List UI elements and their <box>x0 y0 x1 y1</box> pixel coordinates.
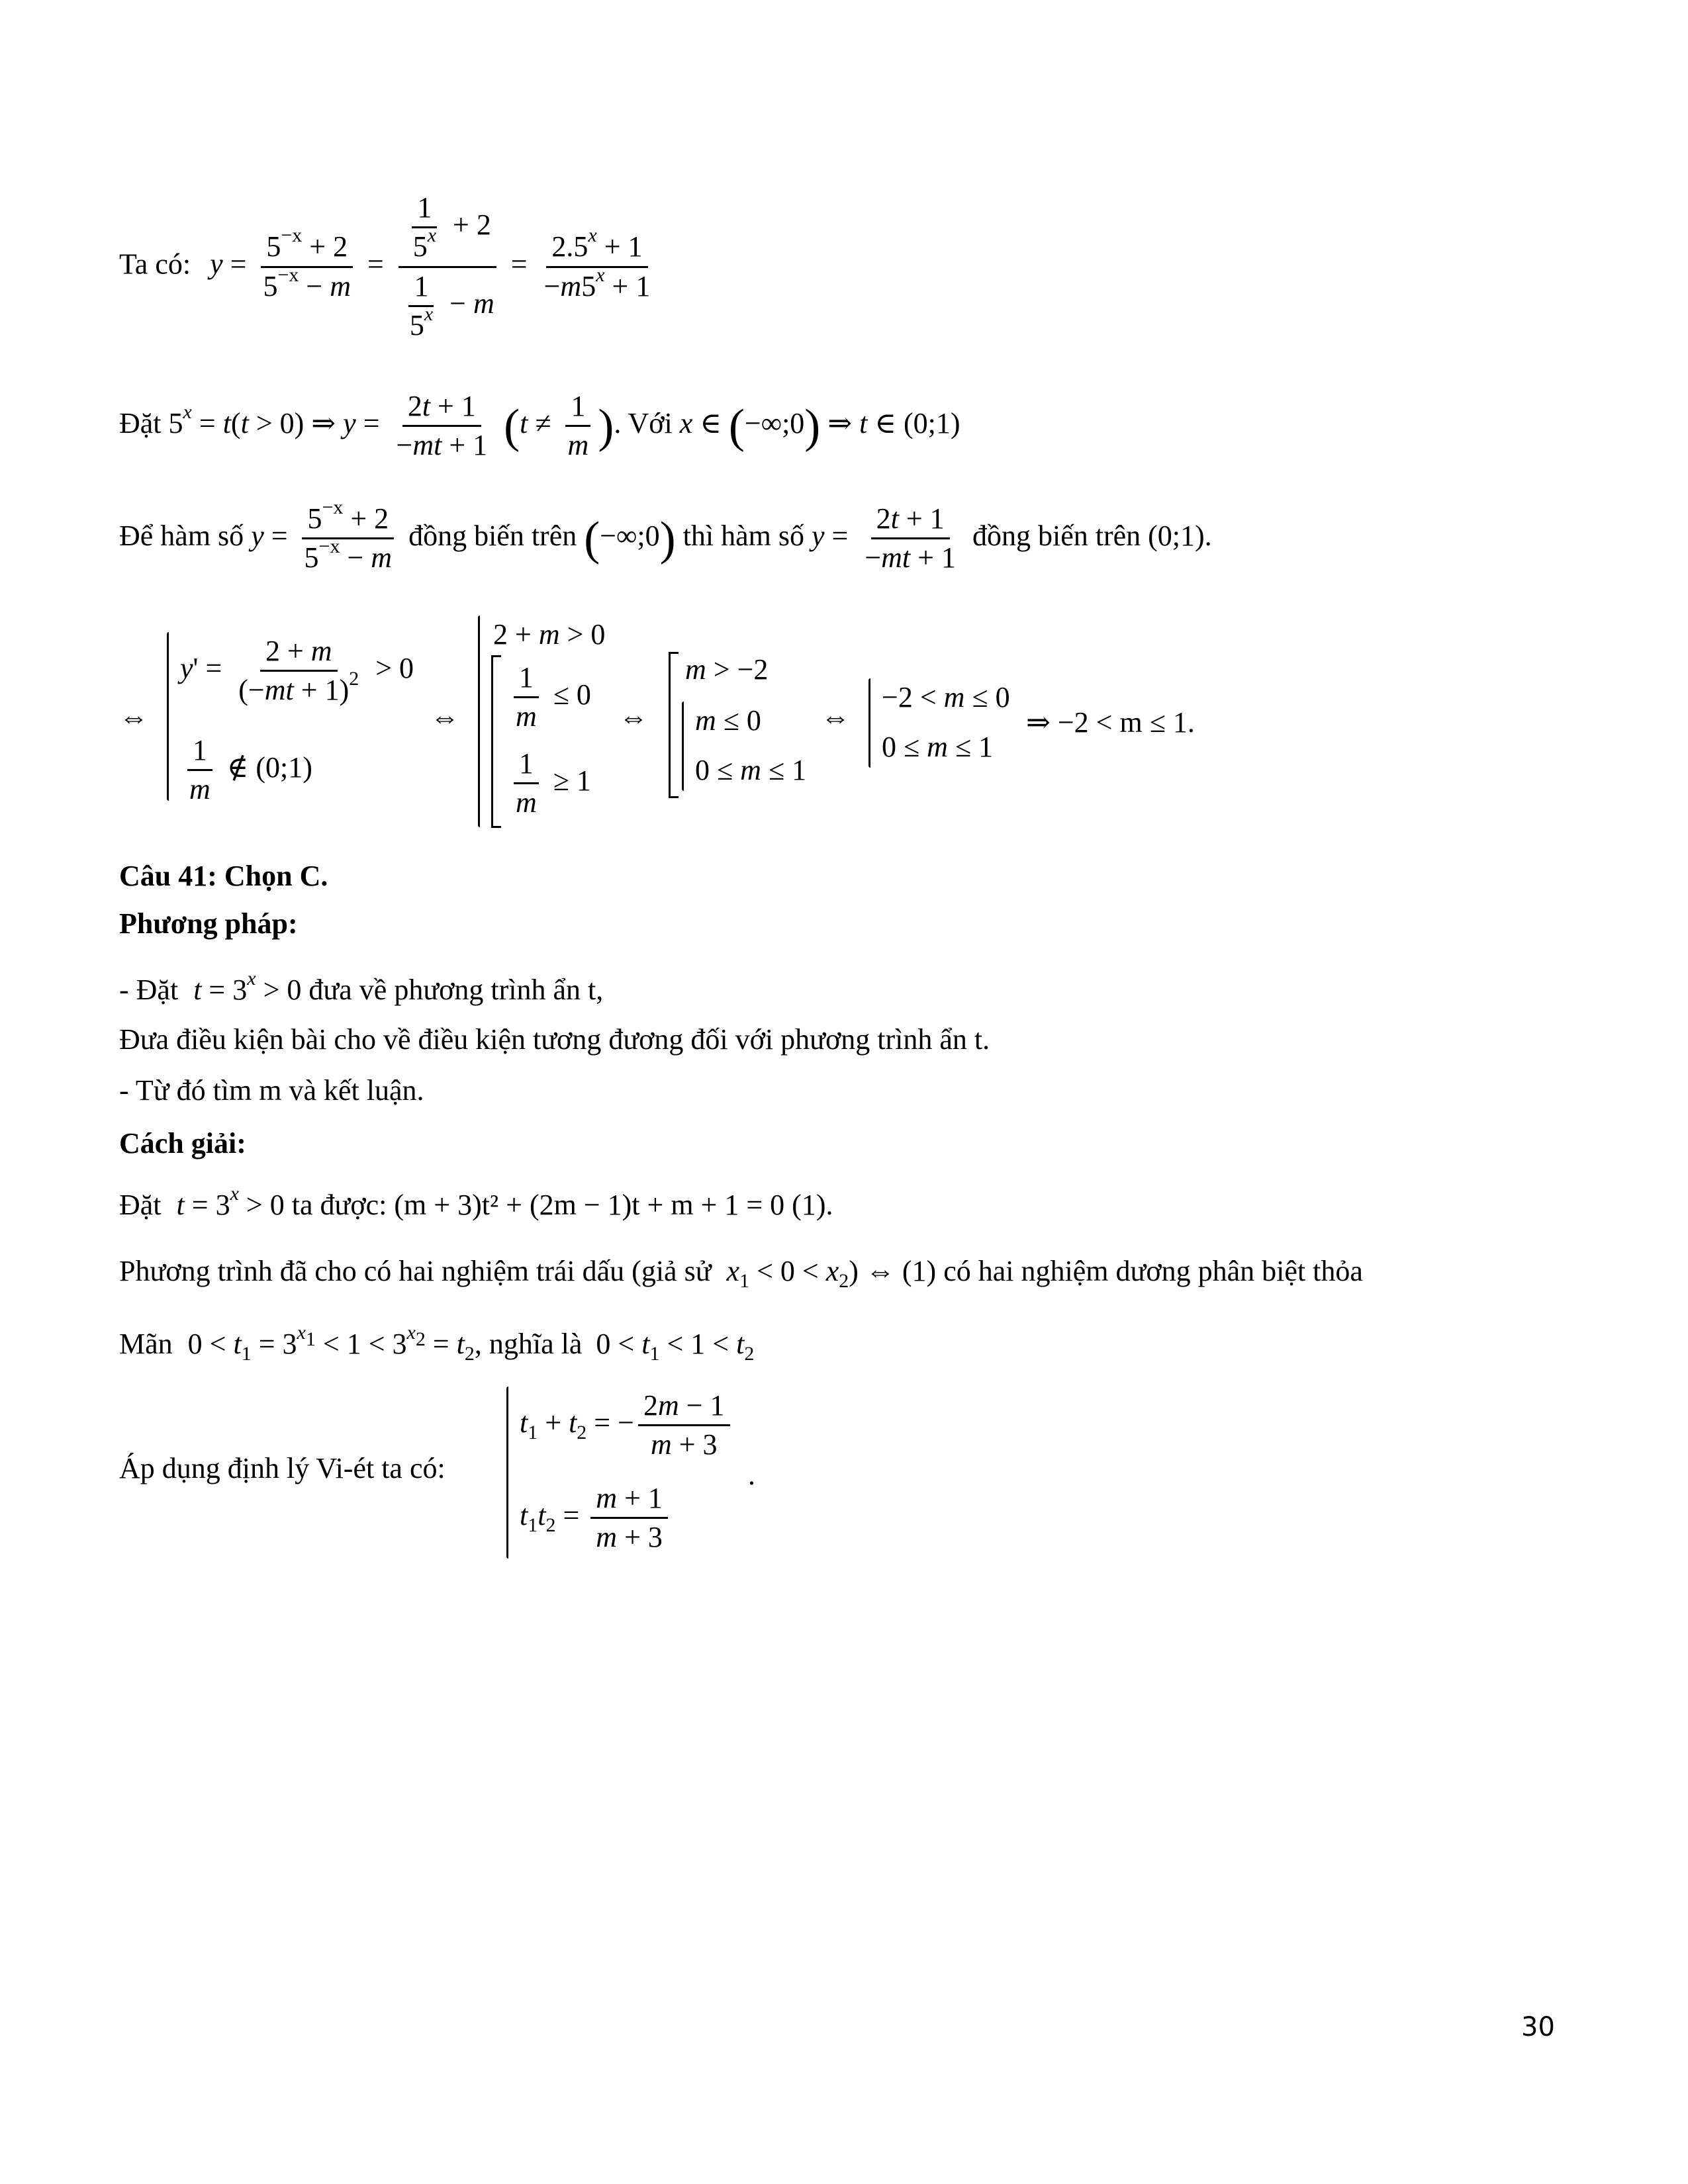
method-title: Phương pháp: <box>119 907 298 940</box>
sol-line3: Mãn $0 < t_1 = 3^{x_1} < 1 < 3^{x_2} = t_2$, nghĩa là $0 < t_1 < 1 < t_2$ <box>119 1322 755 1365</box>
sol-line1: Đặt $t = 3^x > 0$ ta được: (m + 3)t² + (2m − 1)t + m + 1 = 0 (1). <box>119 1183 833 1221</box>
de-ham-so-label: Để hàm số <box>119 519 244 552</box>
dat-label: Đặt <box>119 406 162 439</box>
fraction-simplified: $\frac{2.5^x + 1}{-m5^x + 1}$ <box>543 224 651 302</box>
voi-label: . Với <box>614 406 673 439</box>
fraction-5x: $\frac{5^{-x} + 2}{5^{-x} - m}$ <box>258 231 356 302</box>
method-line1: - Đặt $t = 3^x > 0$ đưa về phương trình ẩn t, <box>119 968 604 1006</box>
method-line3: - Từ đó tìm m và kết luận. <box>119 1074 424 1107</box>
fraction-compound: $\frac{1}{5^x}$ + 2 $\frac{1}{5^x}$ − m <box>395 192 500 342</box>
cau41-heading: Câu 41: Chọn C. <box>119 860 328 892</box>
quadratic-equation: (m + 3)t² + (2m − 1)t + m + 1 = 0 (1). <box>394 1189 833 1221</box>
vieta-label: Áp dụng định lý Vi-ét ta có: <box>119 1452 445 1484</box>
dat-5x-line: Đặt $5^x = t(t > 0)$ ⇒ y = $\frac{2t + 1}{-mt + 1}$ (t ≠ $\frac{1}{m}$ ). Với x ∈ (−∞;0) ⇒ t ∈ (0;1) <box>119 390 961 462</box>
thi-ham-so-label: thì hàm số <box>682 519 804 552</box>
page-number: 30 <box>1521 2012 1555 2042</box>
ta-co-line: Ta có: y = $\frac{5^{-x} + 2}{5^{-x} - m}$ = $\frac{1}{5^x}$ + 2 $\frac{1}{5^x}$ − m = $\frac{2.5^x + 1}{-m5^x + 1}$ <box>119 192 659 342</box>
final-result: ⇒ −2 < m ≤ 1. <box>1026 706 1195 739</box>
dong-bien-tren-end: đồng biến trên (0;1). <box>972 519 1212 552</box>
dong-bien-tren-label: đồng biến trên <box>408 519 577 552</box>
solution-title: Cách giải: <box>119 1127 246 1160</box>
method-line2: Đưa điều kiện bài cho về điều kiện tương đương đối với phương trình ẩn t. <box>119 1023 990 1056</box>
ta-co-label: Ta có: <box>119 248 191 281</box>
de-ham-so-line: Để hàm số y = $\frac{5^{-x} + 2}{5^{-x} - m}$ đồng biến trên (−∞;0) thì hàm số y = $\frac{2t + 1}{-mt + 1}$ đồng biến trên (0;1). <box>119 496 1212 574</box>
sol-line2: Phương trình đã cho có hai nghiệm trái dấu (giả sử $x_1 < 0 < x_2$) ⇔ (1) có hai nghiệm dương phân biệt thỏa <box>119 1255 1363 1292</box>
